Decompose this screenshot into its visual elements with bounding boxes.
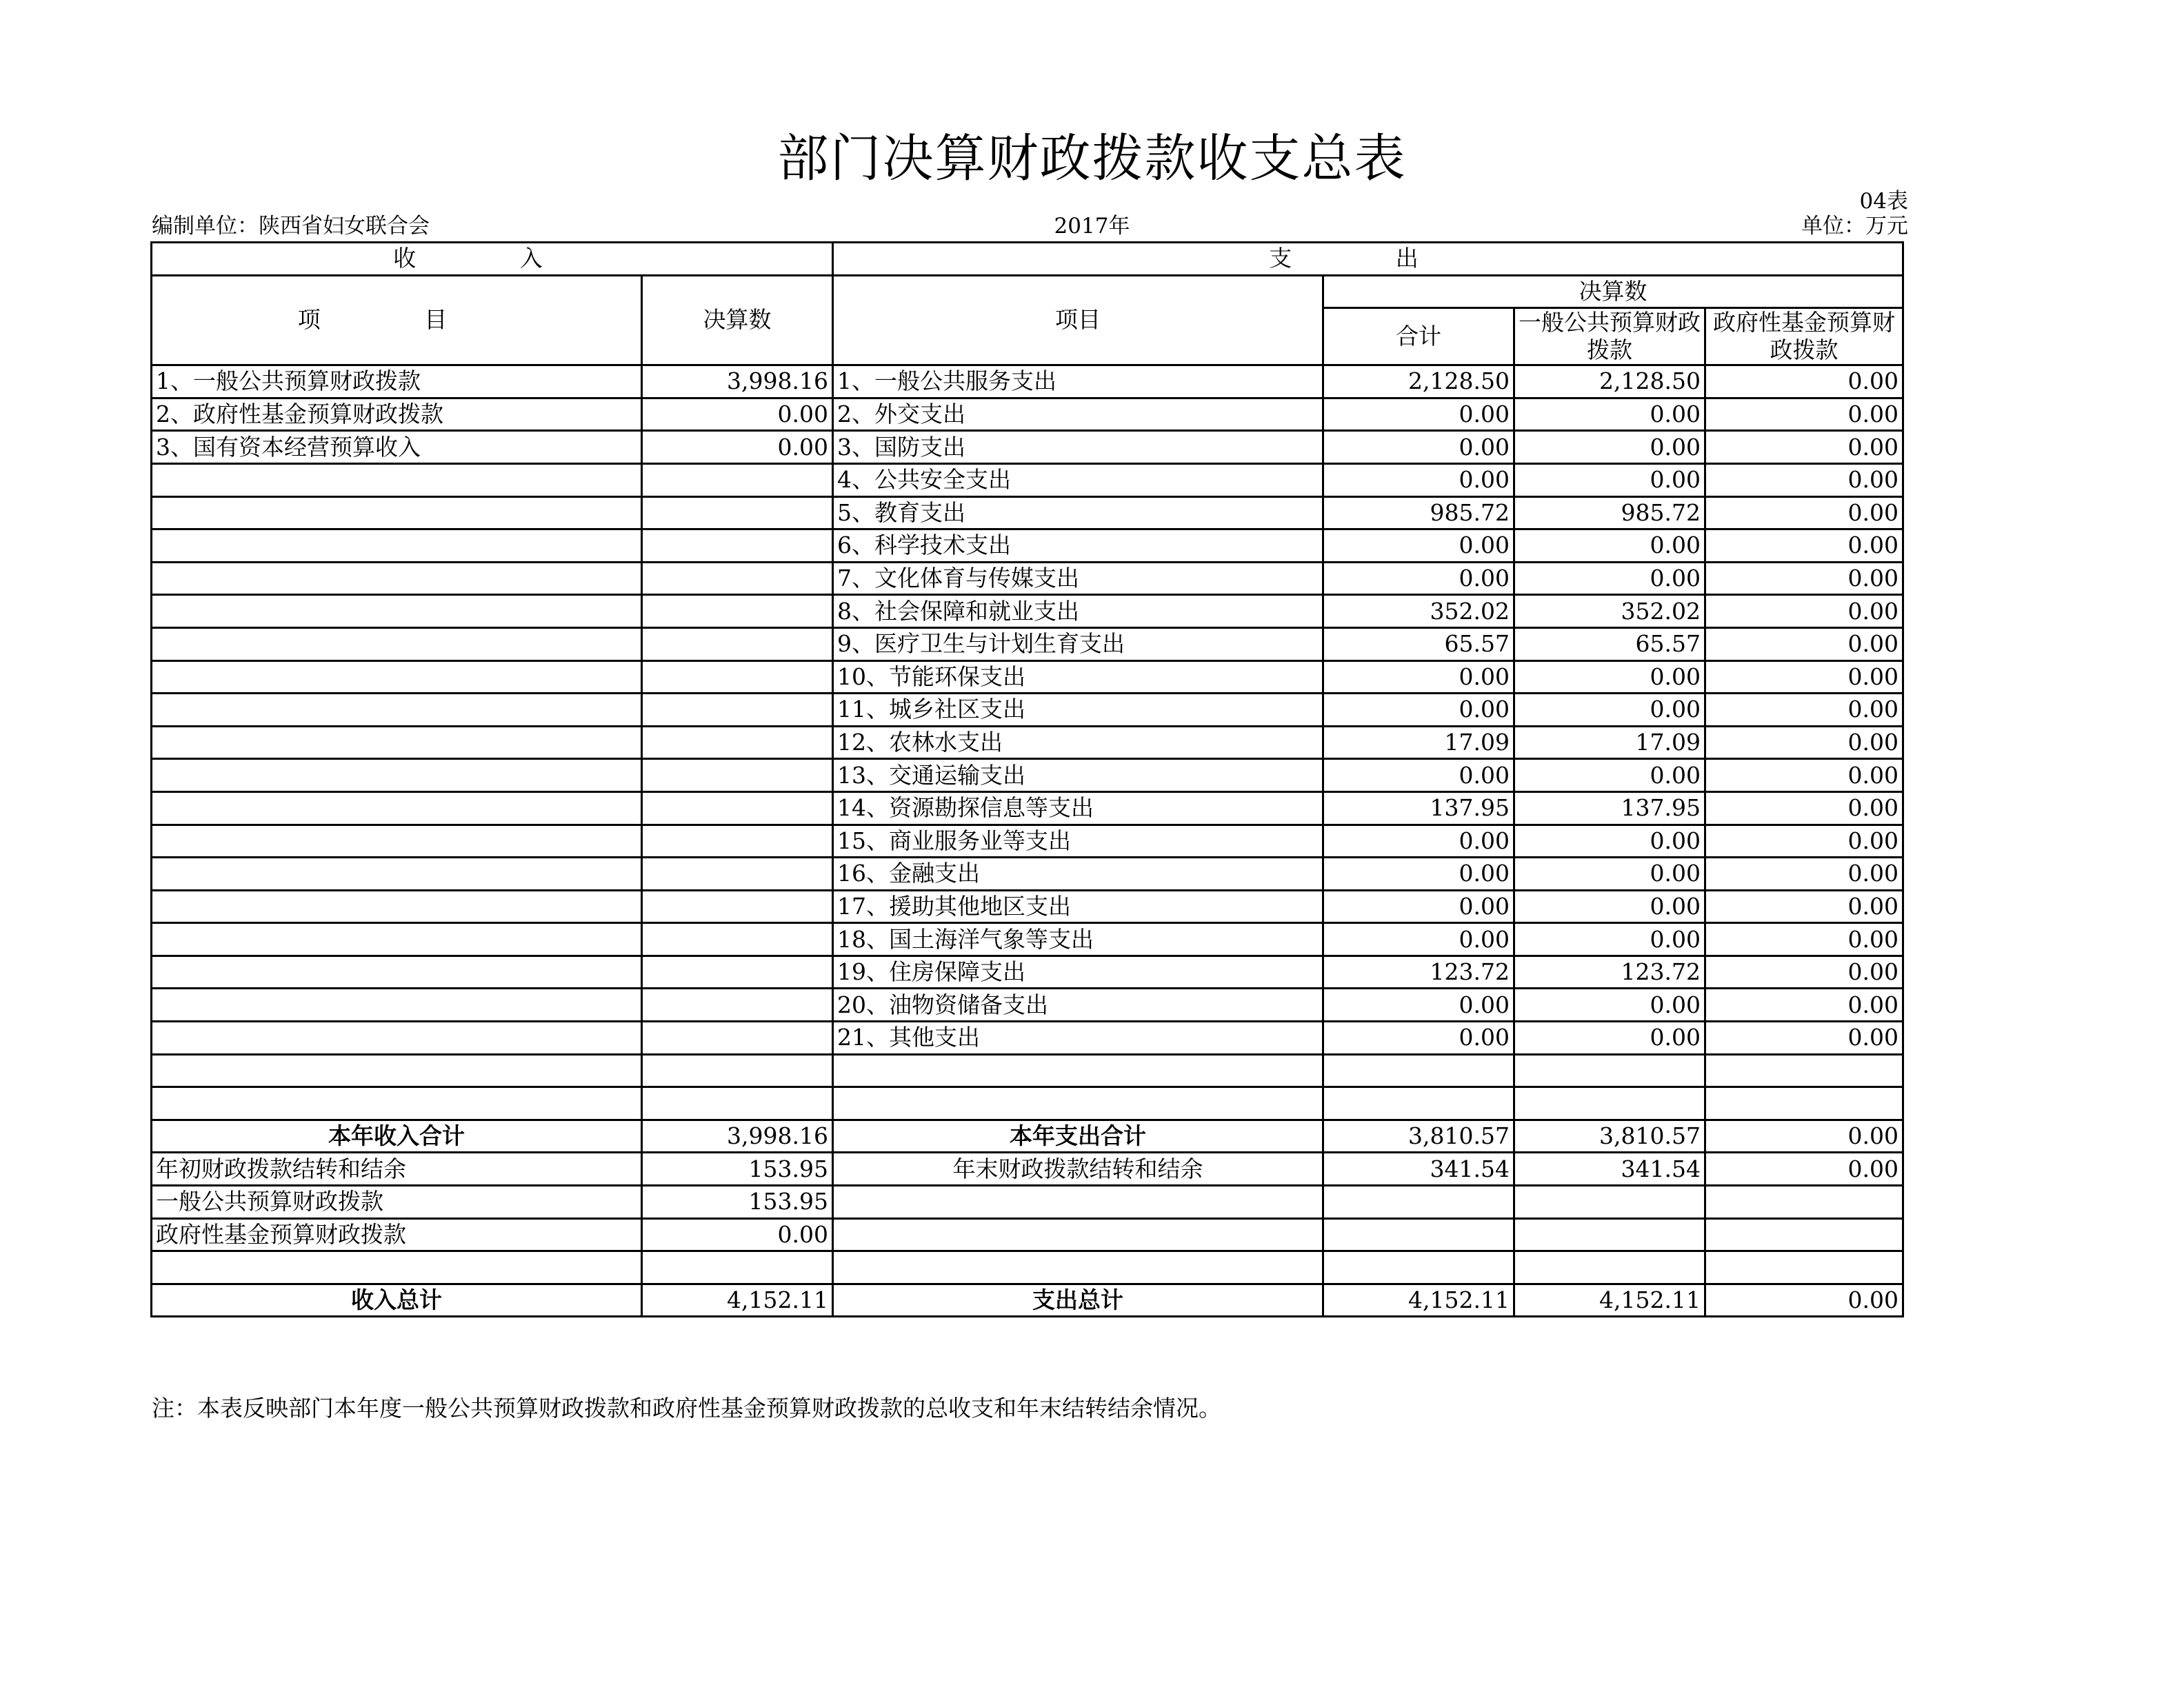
expense-fund-cell: 0.00 xyxy=(1705,694,1903,727)
expense-general-cell: 0.00 xyxy=(1514,1022,1705,1055)
fiscal-summary-table xyxy=(150,241,1904,1317)
table-row xyxy=(152,956,1903,989)
empty-cell xyxy=(152,1251,642,1284)
income-item-cell: 年初财政拨款结转和结余 xyxy=(152,1153,642,1186)
expense-general-cell xyxy=(1514,1054,1705,1087)
unit-label: 单位：万元 xyxy=(1801,214,1908,239)
carryover-row xyxy=(152,1153,1903,1186)
expense-item-cell xyxy=(833,1186,1323,1219)
income-amount-cell: 3,998.16 xyxy=(642,365,833,398)
organization-label: 编制单位：陕西省妇女联合会 xyxy=(152,214,430,239)
expense-fund-cell xyxy=(1705,1218,1903,1251)
table-row xyxy=(152,1087,1903,1120)
table-body xyxy=(152,243,1903,1317)
expense-general-cell: 0.00 xyxy=(1514,759,1705,792)
expense-total-cell: 0.00 xyxy=(1323,923,1514,956)
expense-item-cell: 3、国防支出 xyxy=(833,431,1323,464)
table-row xyxy=(152,726,1903,759)
expense-item-cell: 16、金融支出 xyxy=(833,858,1323,891)
expense-fund-cell: 0.00 xyxy=(1705,1022,1903,1055)
expense-item-cell: 支出总计 xyxy=(833,1284,1323,1317)
fund-budget-header: 政府性基金预算财政拨款 xyxy=(1705,308,1903,365)
income-amount-cell xyxy=(642,529,833,563)
table-row xyxy=(152,791,1903,825)
expense-general-cell: 0.00 xyxy=(1514,694,1705,727)
income-item-cell xyxy=(152,694,642,727)
expense-total-cell xyxy=(1323,1054,1514,1087)
table-row xyxy=(152,463,1903,496)
income-amount-cell xyxy=(642,791,833,825)
expense-fund-cell: 0.00 xyxy=(1705,365,1903,398)
expense-item-cell: 17、援助其他地区支出 xyxy=(833,890,1323,923)
form-number: 04表 xyxy=(1859,189,1908,214)
table-row xyxy=(152,431,1903,464)
expense-item-cell: 13、交通运输支出 xyxy=(833,759,1323,792)
expense-item-cell: 5、教育支出 xyxy=(833,496,1323,529)
table-row xyxy=(152,562,1903,595)
expense-fund-cell: 0.00 xyxy=(1705,791,1903,825)
income-amount-cell xyxy=(642,595,833,628)
income-item-cell xyxy=(152,595,642,628)
expense-item-cell: 6、科学技术支出 xyxy=(833,529,1323,563)
income-item-cell xyxy=(152,791,642,825)
income-amount-cell xyxy=(642,1054,833,1087)
section-header-row xyxy=(152,243,1903,276)
table-row xyxy=(152,398,1903,431)
expense-fund-cell: 0.00 xyxy=(1705,496,1903,529)
expense-fund-cell: 0.00 xyxy=(1705,660,1903,694)
carryover-general-row xyxy=(152,1186,1903,1219)
expense-item-cell xyxy=(833,1218,1323,1251)
expense-fund-cell: 0.00 xyxy=(1705,890,1903,923)
expense-fund-cell: 0.00 xyxy=(1705,858,1903,891)
expense-total-cell: 123.72 xyxy=(1323,956,1514,989)
expense-general-cell xyxy=(1514,1218,1705,1251)
general-budget-header: 一般公共预算财政拨款 xyxy=(1514,308,1705,365)
expense-total-cell xyxy=(1323,1087,1514,1120)
expense-fund-cell: 0.00 xyxy=(1705,759,1903,792)
expense-item-cell: 14、资源勘探信息等支出 xyxy=(833,791,1323,825)
income-amount-cell xyxy=(642,562,833,595)
expense-fund-cell: 0.00 xyxy=(1705,529,1903,563)
income-amount-cell xyxy=(642,463,833,496)
expense-total-cell: 0.00 xyxy=(1323,660,1514,694)
table-row xyxy=(152,694,1903,727)
income-amount-cell xyxy=(642,627,833,660)
expense-general-cell: 137.95 xyxy=(1514,791,1705,825)
income-item-cell xyxy=(152,660,642,694)
expense-item-cell: 12、农林水支出 xyxy=(833,726,1323,759)
expense-general-cell: 341.54 xyxy=(1514,1153,1705,1186)
expense-section-header: 支 出 xyxy=(833,243,1903,276)
income-amount-cell xyxy=(642,858,833,891)
table-row xyxy=(152,858,1903,891)
expense-item-cell: 20、油物资储备支出 xyxy=(833,989,1323,1022)
income-item-cell: 收入总计 xyxy=(152,1284,642,1317)
table-row xyxy=(152,825,1903,858)
income-item-cell: 一般公共预算财政拨款 xyxy=(152,1186,642,1219)
carryover-fund-row xyxy=(152,1218,1903,1251)
expense-general-cell: 352.02 xyxy=(1514,595,1705,628)
expense-item-cell: 9、医疗卫生与计划生育支出 xyxy=(833,627,1323,660)
expense-general-cell: 0.00 xyxy=(1514,431,1705,464)
income-item-header: 项 目 xyxy=(152,275,642,365)
income-amount-cell xyxy=(642,496,833,529)
income-item-cell: 政府性基金预算财政拨款 xyxy=(152,1218,642,1251)
expense-general-cell xyxy=(1514,1087,1705,1120)
expense-fund-cell: 0.00 xyxy=(1705,923,1903,956)
income-item-cell xyxy=(152,759,642,792)
expense-total-cell: 4,152.11 xyxy=(1323,1284,1514,1317)
income-amount-cell: 3,998.16 xyxy=(642,1120,833,1153)
expense-fund-cell xyxy=(1705,1186,1903,1219)
income-item-cell xyxy=(152,1054,642,1087)
income-item-cell: 本年收入合计 xyxy=(152,1120,642,1153)
page-title: 部门决算财政拨款收支总表 xyxy=(777,129,1407,188)
expense-fund-cell: 0.00 xyxy=(1705,726,1903,759)
expense-total-cell: 0.00 xyxy=(1323,431,1514,464)
grand-total-row xyxy=(152,1284,1903,1317)
expense-total-cell: 2,128.50 xyxy=(1323,365,1514,398)
table-row xyxy=(152,660,1903,694)
footnote: 注：本表反映部门本年度一般公共预算财政拨款和政府性基金预算财政拨款的总收支和年末结转结余情况。 xyxy=(152,1395,1221,1422)
income-amount-cell xyxy=(642,1087,833,1120)
income-item-cell xyxy=(152,989,642,1022)
expense-general-cell: 0.00 xyxy=(1514,890,1705,923)
table-row xyxy=(152,1054,1903,1087)
table-row xyxy=(152,890,1903,923)
income-amount-cell xyxy=(642,890,833,923)
expense-fund-cell: 0.00 xyxy=(1705,1153,1903,1186)
table-row xyxy=(152,1022,1903,1055)
expense-fund-cell xyxy=(1705,1087,1903,1120)
empty-cell xyxy=(1514,1251,1705,1284)
empty-cell xyxy=(833,1251,1323,1284)
expense-general-cell: 3,810.57 xyxy=(1514,1120,1705,1153)
expense-general-cell: 0.00 xyxy=(1514,660,1705,694)
income-amount-cell xyxy=(642,660,833,694)
income-amount-cell: 153.95 xyxy=(642,1153,833,1186)
expense-item-cell: 1、一般公共服务支出 xyxy=(833,365,1323,398)
expense-general-cell: 0.00 xyxy=(1514,825,1705,858)
expense-item-cell: 10、节能环保支出 xyxy=(833,660,1323,694)
expense-total-cell: 341.54 xyxy=(1323,1153,1514,1186)
expense-general-cell: 0.00 xyxy=(1514,858,1705,891)
income-amount-cell: 0.00 xyxy=(642,431,833,464)
expense-total-cell xyxy=(1323,1186,1514,1219)
expense-general-cell: 4,152.11 xyxy=(1514,1284,1705,1317)
expense-general-cell: 985.72 xyxy=(1514,496,1705,529)
empty-cell xyxy=(642,1251,833,1284)
income-amount-cell xyxy=(642,1022,833,1055)
table-row xyxy=(152,496,1903,529)
expense-total-cell: 0.00 xyxy=(1323,1022,1514,1055)
income-amount-cell xyxy=(642,726,833,759)
income-item-cell xyxy=(152,529,642,563)
expense-general-cell: 17.09 xyxy=(1514,726,1705,759)
expense-item-cell xyxy=(833,1087,1323,1120)
expense-total-cell: 0.00 xyxy=(1323,825,1514,858)
income-amount-cell xyxy=(642,694,833,727)
expense-fund-cell: 0.00 xyxy=(1705,595,1903,628)
expense-total-cell: 3,810.57 xyxy=(1323,1120,1514,1153)
expense-total-cell: 985.72 xyxy=(1323,496,1514,529)
income-amount-cell: 4,152.11 xyxy=(642,1284,833,1317)
expense-fund-cell: 0.00 xyxy=(1705,463,1903,496)
expense-total-cell: 0.00 xyxy=(1323,398,1514,431)
blank-row xyxy=(152,1251,1903,1284)
expense-general-cell: 2,128.50 xyxy=(1514,365,1705,398)
expense-total-cell: 0.00 xyxy=(1323,858,1514,891)
income-item-cell xyxy=(152,726,642,759)
table-row xyxy=(152,365,1903,398)
expense-general-cell: 0.00 xyxy=(1514,923,1705,956)
table-row xyxy=(152,759,1903,792)
income-item-cell xyxy=(152,956,642,989)
expense-fund-cell: 0.00 xyxy=(1705,1120,1903,1153)
expense-item-cell: 4、公共安全支出 xyxy=(833,463,1323,496)
empty-cell xyxy=(1705,1251,1903,1284)
income-amount-cell xyxy=(642,825,833,858)
expense-total-cell: 0.00 xyxy=(1323,759,1514,792)
expense-fund-cell xyxy=(1705,1054,1903,1087)
expense-general-cell xyxy=(1514,1186,1705,1219)
expense-item-cell: 11、城乡社区支出 xyxy=(833,694,1323,727)
subtotal-row xyxy=(152,1120,1903,1153)
table-row xyxy=(152,923,1903,956)
total-header: 合计 xyxy=(1323,308,1514,365)
expense-general-cell: 0.00 xyxy=(1514,562,1705,595)
expense-fund-cell: 0.00 xyxy=(1705,562,1903,595)
expense-general-cell: 0.00 xyxy=(1514,463,1705,496)
table-row xyxy=(152,627,1903,660)
income-amount-cell: 0.00 xyxy=(642,398,833,431)
final-amount-group-header: 决算数 xyxy=(1323,275,1903,308)
empty-cell xyxy=(1323,1251,1514,1284)
expense-total-cell: 0.00 xyxy=(1323,989,1514,1022)
income-amount-cell: 0.00 xyxy=(642,1218,833,1251)
table-row xyxy=(152,595,1903,628)
income-item-cell xyxy=(152,1022,642,1055)
expense-item-cell: 21、其他支出 xyxy=(833,1022,1323,1055)
expense-item-cell xyxy=(833,1054,1323,1087)
income-section-header: 收 入 xyxy=(152,243,833,276)
expense-fund-cell: 0.00 xyxy=(1705,431,1903,464)
income-item-cell: 3、国有资本经营预算收入 xyxy=(152,431,642,464)
income-amount-header: 决算数 xyxy=(642,275,833,365)
income-item-cell xyxy=(152,562,642,595)
expense-fund-cell: 0.00 xyxy=(1705,1284,1903,1317)
expense-item-cell: 2、外交支出 xyxy=(833,398,1323,431)
income-amount-cell xyxy=(642,923,833,956)
income-item-cell xyxy=(152,890,642,923)
expense-total-cell xyxy=(1323,1218,1514,1251)
expense-total-cell: 0.00 xyxy=(1323,694,1514,727)
expense-general-cell: 0.00 xyxy=(1514,529,1705,563)
income-item-cell xyxy=(152,463,642,496)
expense-fund-cell: 0.00 xyxy=(1705,989,1903,1022)
expense-general-cell: 123.72 xyxy=(1514,956,1705,989)
income-item-cell: 2、政府性基金预算财政拨款 xyxy=(152,398,642,431)
income-amount-cell: 153.95 xyxy=(642,1186,833,1219)
income-item-cell: 1、一般公共预算财政拨款 xyxy=(152,365,642,398)
expense-item-cell: 8、社会保障和就业支出 xyxy=(833,595,1323,628)
expense-total-cell: 0.00 xyxy=(1323,562,1514,595)
income-item-cell xyxy=(152,496,642,529)
expense-fund-cell: 0.00 xyxy=(1705,398,1903,431)
table-row xyxy=(152,529,1903,563)
expense-item-cell: 19、住房保障支出 xyxy=(833,956,1323,989)
income-item-cell xyxy=(152,923,642,956)
income-item-cell xyxy=(152,1087,642,1120)
table-row xyxy=(152,989,1903,1022)
expense-fund-cell: 0.00 xyxy=(1705,956,1903,989)
expense-total-cell: 0.00 xyxy=(1323,529,1514,563)
income-item-cell xyxy=(152,825,642,858)
expense-general-cell: 0.00 xyxy=(1514,989,1705,1022)
expense-item-cell: 15、商业服务业等支出 xyxy=(833,825,1323,858)
expense-item-cell: 本年支出合计 xyxy=(833,1120,1323,1153)
expense-total-cell: 352.02 xyxy=(1323,595,1514,628)
expense-total-cell: 65.57 xyxy=(1323,627,1514,660)
expense-total-cell: 137.95 xyxy=(1323,791,1514,825)
income-item-cell xyxy=(152,858,642,891)
expense-item-cell: 7、文化体育与传媒支出 xyxy=(833,562,1323,595)
expense-fund-cell: 0.00 xyxy=(1705,627,1903,660)
expense-total-cell: 0.00 xyxy=(1323,463,1514,496)
column-header-row xyxy=(152,275,1903,308)
expense-item-cell: 18、国土海洋气象等支出 xyxy=(833,923,1323,956)
expense-total-cell: 17.09 xyxy=(1323,726,1514,759)
income-amount-cell xyxy=(642,956,833,989)
income-amount-cell xyxy=(642,759,833,792)
expense-fund-cell: 0.00 xyxy=(1705,825,1903,858)
income-amount-cell xyxy=(642,989,833,1022)
expense-item-header: 项目 xyxy=(833,275,1323,365)
expense-general-cell: 0.00 xyxy=(1514,398,1705,431)
report-year: 2017年 xyxy=(1054,214,1130,239)
expense-item-cell: 年末财政拨款结转和结余 xyxy=(833,1153,1323,1186)
expense-total-cell: 0.00 xyxy=(1323,890,1514,923)
expense-general-cell: 65.57 xyxy=(1514,627,1705,660)
income-item-cell xyxy=(152,627,642,660)
